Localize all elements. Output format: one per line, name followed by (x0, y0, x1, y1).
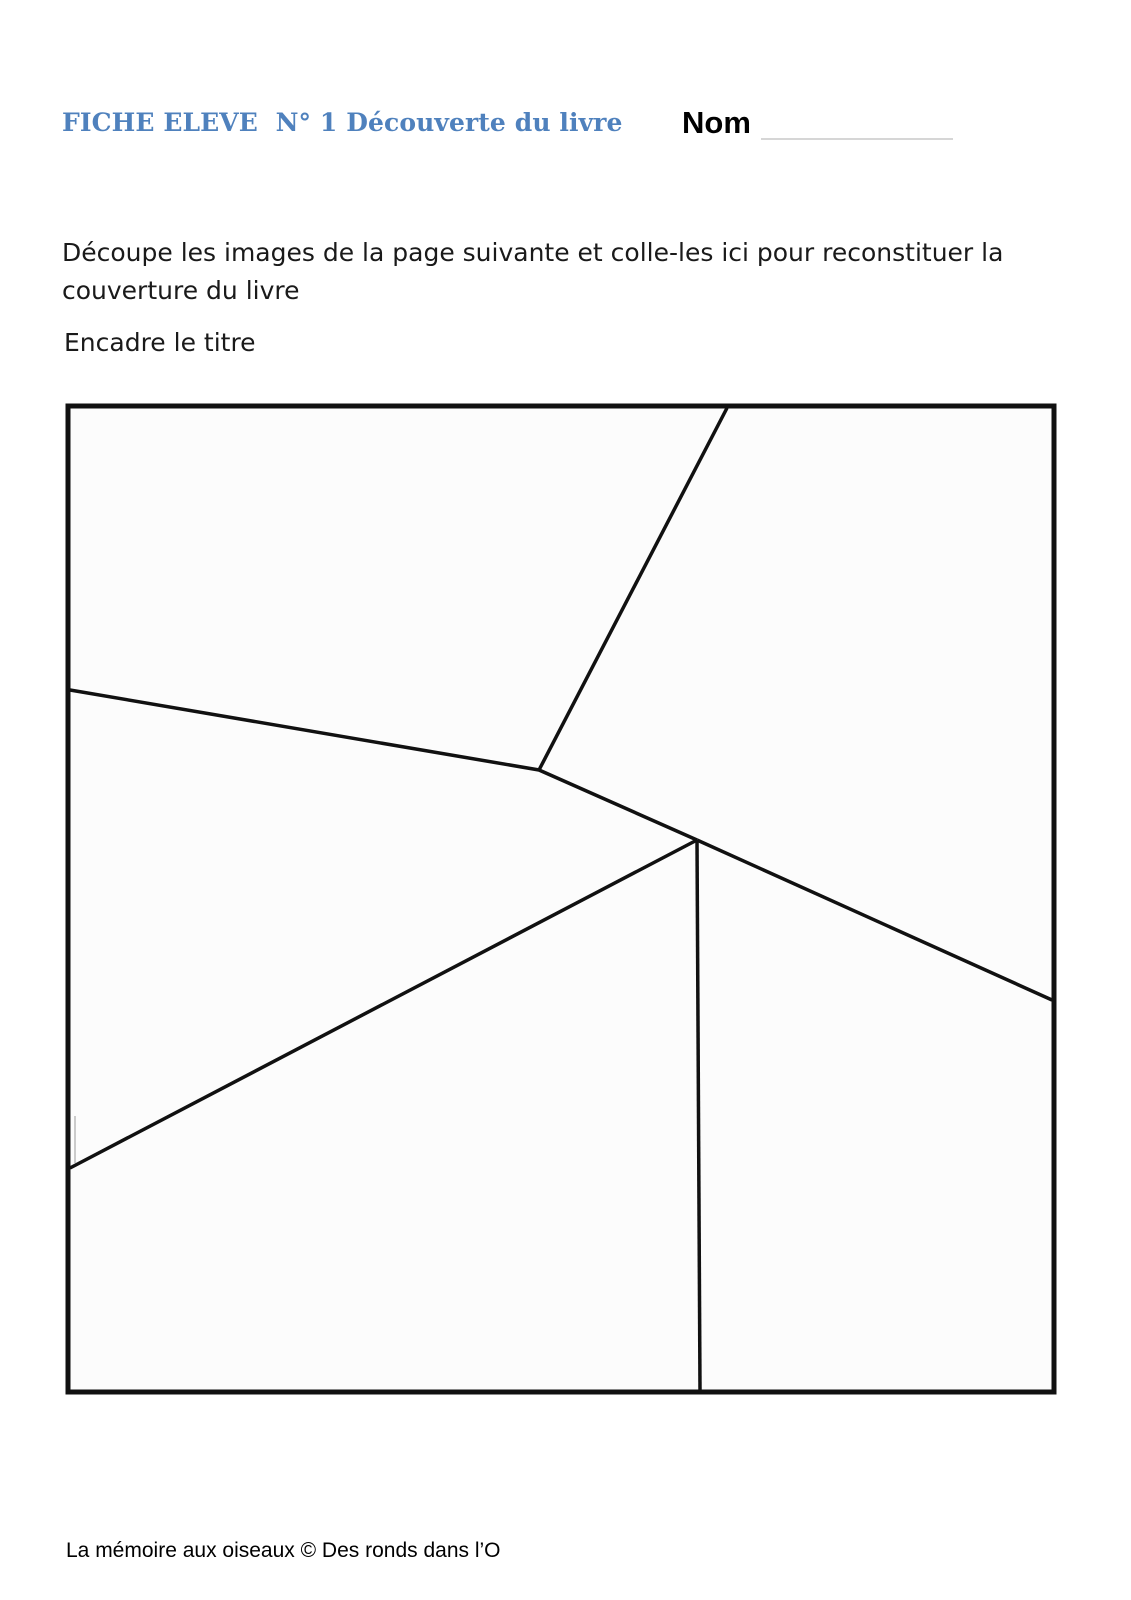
puzzle-border (68, 406, 1054, 1392)
puzzle-grid (65, 403, 1057, 1395)
name-label: Nom (682, 105, 751, 140)
puzzle-frame[interactable] (65, 403, 1057, 1395)
sheet-title: FICHE ELEVE N° 1 Découverte du livre (62, 108, 623, 137)
instruction-frame-title: Encadre le titre (64, 328, 256, 357)
name-input-line[interactable] (761, 138, 953, 140)
footer-credit: La mémoire aux oiseaux © Des ronds dans l’O (66, 1539, 501, 1562)
instruction-cut-and-paste: Découpe les images de la page suivante et colle-les ici pour reconstituer la couverture du livre (62, 238, 1004, 305)
